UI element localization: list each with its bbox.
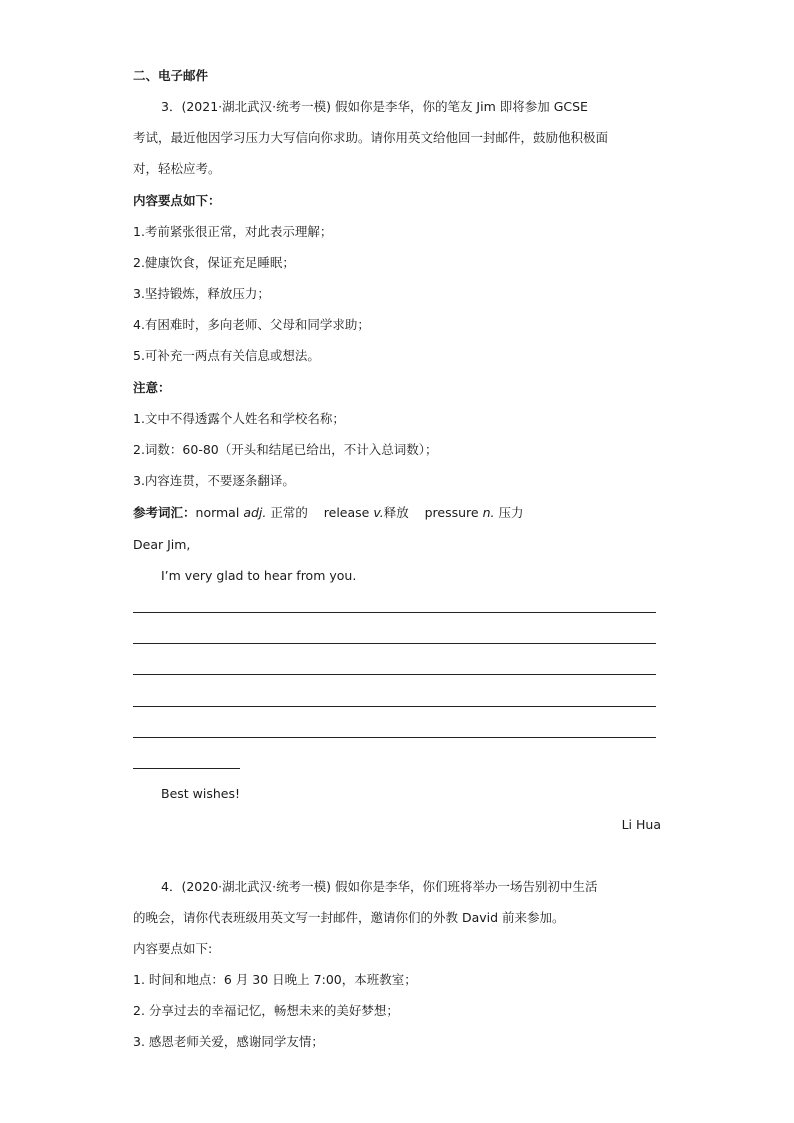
email-signature: Li Hua (621, 817, 661, 832)
section-title: 二、电子邮件 (133, 68, 209, 83)
q4-point: 3. 感恩老师关爱，感谢同学友情； (133, 1034, 324, 1049)
q3-point: 2.健康饮食，保证充足睡眠； (133, 255, 295, 270)
q3-points-title: 内容要点如下： (133, 193, 221, 208)
writing-line (133, 706, 656, 707)
q3-point: 3.坚持锻炼，释放压力； (133, 286, 270, 301)
vocab-meaning: 正常的 (270, 505, 308, 520)
writing-line (133, 612, 656, 613)
q3-notes-title: 注意： (133, 380, 171, 395)
q3-note: 3.内容连贯，不要逐条翻译。 (133, 473, 295, 488)
vocab-meaning: 释放 (383, 505, 409, 520)
email-opening: I’m very glad to hear from you. (161, 568, 357, 583)
vocab-pos: n. (482, 505, 495, 520)
q3-note: 1.文中不得透露个人姓名和学校名称； (133, 411, 345, 426)
q4-points-title: 内容要点如下: (133, 941, 213, 956)
writing-line (133, 674, 656, 675)
q4-prompt-line-2: 的晚会，请你代表班级用英文写一封邮件，邀请你们的外教 David 前来参加。 (133, 910, 565, 925)
q3-vocab-line (133, 504, 524, 522)
writing-line (133, 643, 656, 644)
q4-prompt-line-1: 4．(2020·湖北武汉·统考一模) 假如你是李华，你们班将举办一场告别初中生活 (161, 879, 598, 894)
q3-point: 4.有困难时，多向老师、父母和同学求助； (133, 317, 370, 332)
vocab-word: pressure (424, 505, 479, 520)
q3-prompt-line-1: 3．(2021·湖北武汉·统考一模) 假如你是李华，你的笔友 Jim 即将参加 GCSE (161, 99, 588, 114)
vocab-meaning: 压力 (498, 505, 524, 520)
writing-line-short (133, 768, 240, 769)
writing-line (133, 737, 656, 738)
q3-point: 5.可补充一两点有关信息或想法。 (133, 348, 320, 363)
q3-prompt-line-2: 考试，最近他因学习压力大写信向你求助。请你用英文给他回一封邮件，鼓励他积极面 (133, 130, 609, 145)
email-greeting: Dear Jim, (133, 537, 191, 552)
q3-point: 1.考前紧张很正常，对此表示理解； (133, 224, 333, 239)
vocab-word: normal (195, 505, 240, 520)
vocab-pos: adj. (243, 505, 267, 520)
vocab-pos: v. (373, 505, 384, 520)
q4-point: 2. 分享过去的幸福记忆，畅想未来的美好梦想； (133, 1003, 399, 1018)
q3-prompt-line-3: 对，轻松应考。 (133, 161, 221, 176)
email-closing: Best wishes! (161, 786, 240, 801)
q4-point: 1. 时间和地点：6 月 30 日晚上 7:00，本班教室； (133, 972, 417, 987)
vocab-word: release (323, 505, 370, 520)
q3-note: 2.词数：60-80（开头和结尾已给出，不计入总词数）； (133, 442, 438, 457)
vocab-label: 参考词汇： (133, 505, 196, 520)
